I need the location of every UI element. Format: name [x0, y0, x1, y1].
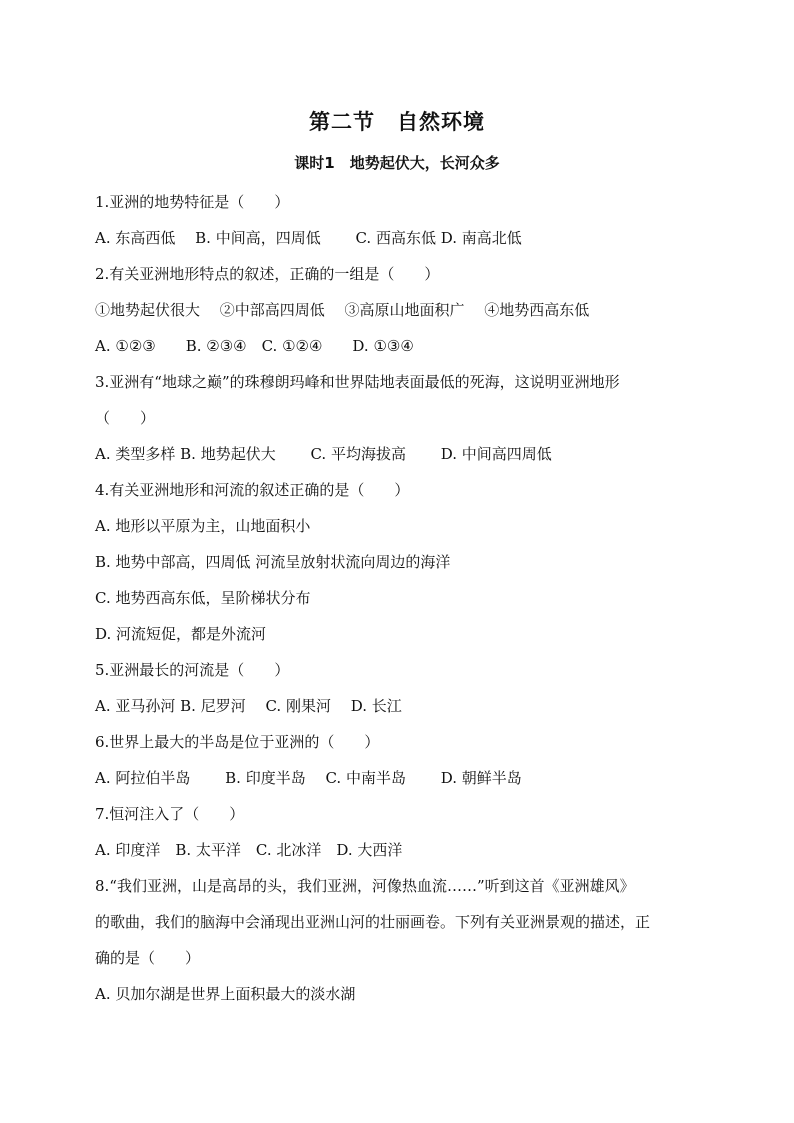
question-7-options: A. 印度洋 B. 太平洋 C. 北冰洋 D. 大西洋	[95, 841, 403, 859]
question-5-options: A. 亚马孙河 B. 尼罗河 C. 刚果河 D. 长江	[95, 697, 402, 715]
question-3-options: A. 类型多样 B. 地势起伏大 C. 平均海拔高 D. 中间高四周低	[95, 445, 552, 463]
question-4: 4.有关亚洲地形和河流的叙述正确的是（ ）	[95, 481, 410, 499]
question-8-continuation-1: 的歌曲，我们的脑海中会涌现出亚洲山河的壮丽画卷。下列有关亚洲景观的描述，正	[95, 913, 651, 931]
question-4-option-a: A. 地形以平原为主，山地面积小	[95, 517, 311, 535]
question-4-option-c: C. 地势西高东低，呈阶梯状分布	[95, 589, 311, 607]
question-5: 5.亚洲最长的河流是（ ）	[95, 661, 290, 679]
question-8-option-a: A. 贝加尔湖是世界上面积最大的淡水湖	[95, 985, 356, 1003]
question-6: 6.世界上最大的半岛是位于亚洲的（ ）	[95, 733, 380, 751]
question-8-continuation-2: 确的是（ ）	[95, 949, 201, 967]
section-title: 第二节 自然环境	[309, 110, 485, 134]
question-8: 8.“我们亚洲，山是高昂的头，我们亚洲，河像热血流……”听到这首《亚洲雄风》	[95, 877, 635, 895]
question-1-options: A. 东高西低 B. 中间高，四周低 C. 西高东低 D. 南高北低	[95, 229, 522, 247]
question-body	[95, 184, 715, 1012]
question-4-option-d: D. 河流短促，都是外流河	[95, 625, 267, 643]
question-6-options: A. 阿拉伯半岛 B. 印度半岛 C. 中南半岛 D. 朝鲜半岛	[95, 769, 522, 787]
question-1: 1.亚洲的地势特征是（ ）	[95, 193, 290, 211]
question-2-options: A. ①②③ B. ②③④ C. ①②④ D. ①③④	[95, 337, 414, 355]
question-3-continuation: （ ）	[95, 409, 156, 427]
question-4-option-b: B. 地势中部高，四周低 河流呈放射状流向周边的海洋	[95, 553, 451, 571]
lesson-subtitle: 课时1 地势起伏大，长河众多	[294, 154, 500, 172]
question-2: 2.有关亚洲地形特点的叙述，正确的一组是（ ）	[95, 265, 440, 283]
question-2-statements: ①地势起伏很大 ②中部高四周低 ③高原山地面积广 ④地势西高东低	[95, 301, 590, 319]
question-7: 7.恒河注入了（ ）	[95, 805, 245, 823]
question-3: 3.亚洲有“地球之巅”的珠穆朗玛峰和世界陆地表面最低的死海，这说明亚洲地形	[95, 373, 620, 391]
